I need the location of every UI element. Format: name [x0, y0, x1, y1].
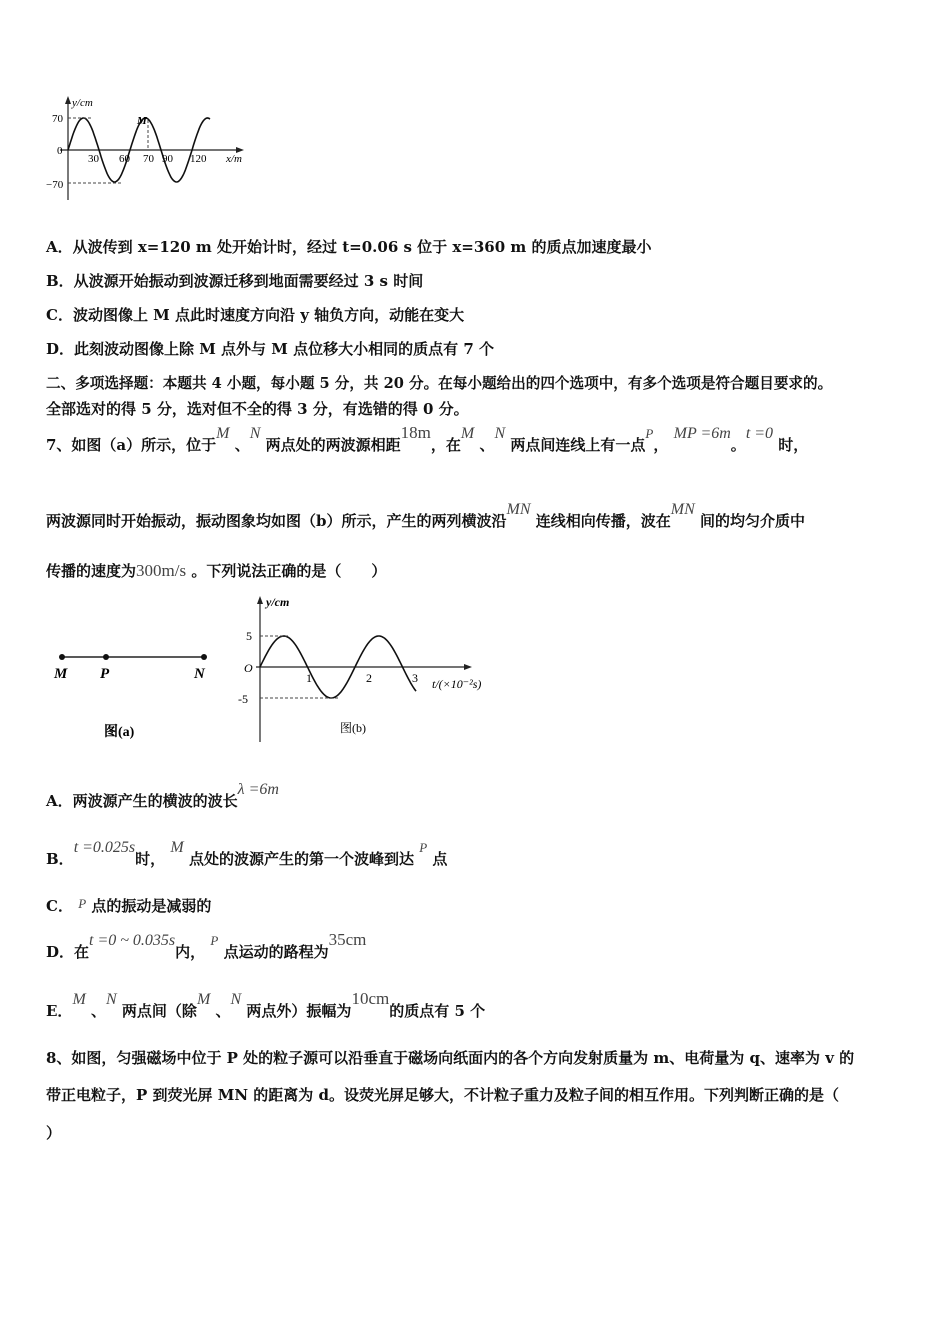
q7-option-e-m2: M	[196, 991, 211, 1008]
fig-b-origin: O	[244, 661, 253, 675]
q7-stem-line1	[46, 423, 809, 455]
q7-option-d-value: 35cm	[328, 930, 367, 949]
q6-option-a: A．从波传到 x=120 m 处开始计时，经过 t=0.06 s 位于 x=360 m 的质点加速度最小	[46, 238, 652, 256]
q7-text-2a: 两波源同时开始振动，振动图象均如图（b）所示，产生的两列横波沿	[46, 512, 507, 530]
y-tick-70: 70	[52, 113, 63, 125]
q7-text-2c: 间的均匀介质中	[699, 512, 805, 530]
x-tick-120: 120	[190, 153, 207, 165]
q7-text-1c: ，在	[430, 436, 461, 454]
fig-b-x-tick-2: 2	[366, 671, 372, 685]
q7-option-d-mid2: 点运动的路程为	[223, 943, 329, 961]
q7-mn: MN	[506, 501, 531, 518]
fig-a-label-m: M	[54, 666, 68, 682]
q7-mn2: MN	[670, 501, 695, 518]
q7-text-1a: 7、如图（a）所示，位于	[46, 436, 217, 454]
q7-option-d-mid: 内，	[175, 943, 206, 961]
figure-b	[230, 592, 520, 752]
q7-text-3b: 。下列说法正确的是（ ）	[191, 562, 387, 580]
q7-t0: t =0	[745, 425, 774, 442]
fig-b-x-tick-1: 1	[306, 671, 312, 685]
q7-option-a	[46, 781, 279, 811]
y-axis-label-top: y/cm	[72, 97, 93, 109]
x-tick-60: 60	[119, 153, 130, 165]
x-tick-90: 90	[162, 153, 173, 165]
q7-stem-line3	[46, 560, 386, 581]
q7-option-c	[46, 895, 211, 916]
fig-a-label-p: P	[100, 666, 110, 682]
q6-option-b: B．从波源开始振动到波源迁移到地面需要经过 3 s 时间	[46, 272, 424, 290]
q7-sep2: 、	[479, 436, 495, 454]
q7-option-e-n2: N	[230, 991, 242, 1008]
q7-option-e	[46, 989, 486, 1021]
q6-option-c: C．波动图像上 M 点此时速度方向沿 y 轴负方向，动能在变大	[46, 306, 465, 324]
x-tick-70: 70	[143, 153, 154, 165]
q7-option-d-range: t =0 ~ 0.035s	[89, 932, 176, 949]
q7-option-e-end: 的质点有 5 个	[389, 1002, 486, 1020]
q7-option-b-time: t =0.025s	[73, 839, 136, 856]
x-axis-label-top: x/m	[226, 153, 242, 165]
q7-sep: 、	[234, 436, 250, 454]
fig-b-y-label: y/cm	[266, 595, 290, 609]
q7-option-e-mid: 两点间（除	[121, 1002, 197, 1020]
q7-option-a-text: A．两波源产生的横波的波长	[46, 792, 238, 810]
q7-var-p: P	[645, 426, 654, 441]
q7-option-b-mid2: 点处的波源产生的第一个波峰到达	[188, 850, 414, 868]
fig-a-label-n: N	[194, 666, 205, 682]
q7-text-1e: 时，	[778, 436, 809, 454]
q7-var-m2: M	[460, 425, 475, 442]
q7-option-b-p: P	[419, 840, 428, 855]
q7-option-d-pre: D．在	[46, 943, 90, 961]
q7-option-e-sep2: 、	[215, 1002, 231, 1020]
q7-speed: 300m/s	[136, 561, 187, 580]
q7-option-d-p: P	[210, 933, 219, 948]
q7-var-m: M	[216, 425, 230, 442]
q7-option-b-mid1: 时，	[135, 850, 166, 868]
q7-option-c-end: 点的振动是减弱的	[91, 897, 212, 915]
wave-figure-top	[40, 92, 260, 204]
q7-option-e-sep: 、	[91, 1002, 107, 1020]
q7-text-3a: 传播的速度为	[46, 562, 137, 580]
fig-b-x-tick-3: 3	[412, 671, 418, 685]
fig-a-caption: 图(a)	[104, 725, 135, 740]
q8-line3: ）	[46, 1124, 62, 1142]
q7-text-1b: 两点处的两波源相距	[265, 436, 401, 454]
q7-option-b-m: M	[170, 839, 184, 856]
q7-comma: ，	[653, 436, 669, 454]
q7-option-e-pre: E．	[46, 1002, 73, 1020]
q7-option-e-mid2: 两点外）振幅为	[246, 1002, 352, 1020]
q7-option-c-p: P	[78, 896, 87, 911]
q7-option-a-math: λ =6m	[237, 781, 279, 798]
x-tick-30: 30	[88, 153, 99, 165]
q7-option-e-value: 10cm	[351, 989, 390, 1008]
figure-a	[44, 640, 224, 750]
q7-dot: 。	[730, 436, 746, 454]
q8-line2: 带正电粒子，P 到荧光屏 MN 的距离为 d。设荧光屏足够大，不计粒子重力及粒子间的相互作用。下列判断正确的是（	[46, 1086, 839, 1104]
section2-line1: 二、多项选择题：本题共 4 小题，每小题 5 分，共 20 分。在每小题给出的四个选项中，有多个选项是符合题目要求的。	[46, 375, 833, 392]
fig-b-y-tick-neg5: -5	[238, 692, 248, 706]
q7-option-b-end: 点	[432, 850, 448, 868]
q6-option-d: D．此刻波动图像上除 M 点外与 M 点位移大小相同的质点有 7 个	[46, 340, 494, 358]
q7-mp: MP =6m	[673, 425, 731, 442]
q7-option-e-n: N	[106, 991, 117, 1008]
q7-text-1d: 两点间连线上有一点	[510, 436, 646, 454]
q7-distance: 18m	[400, 423, 431, 442]
q7-option-b-pre: B．	[46, 850, 74, 868]
q8-line1: 8、如图，匀强磁场中位于 P 处的粒子源可以沿垂直于磁场向纸面内的各个方向发射质量为 m、电荷量为 q、速率为 v 的	[46, 1049, 855, 1067]
q7-option-e-m: M	[72, 991, 86, 1008]
q7-option-b	[46, 839, 448, 869]
q7-option-d	[46, 930, 367, 962]
q7-var-n2: N	[494, 425, 506, 442]
y-tick-neg70: −70	[46, 179, 64, 191]
point-m-label: M	[137, 115, 147, 127]
fig-b-y-tick-5: 5	[246, 629, 252, 643]
q7-option-c-pre: C．	[46, 897, 73, 915]
section2-line2: 全部选对的得 5 分，选对但不全的得 3 分，有选错的得 0 分。	[46, 400, 469, 418]
fig-b-x-label: t/(×10⁻²s)	[432, 677, 482, 691]
q7-text-2b: 连线相向传播，波在	[535, 512, 671, 530]
q7-stem-line2	[46, 501, 805, 531]
fig-b-caption: 图(b)	[340, 721, 366, 735]
y-tick-0: 0	[57, 145, 63, 157]
q7-var-n: N	[249, 425, 261, 442]
